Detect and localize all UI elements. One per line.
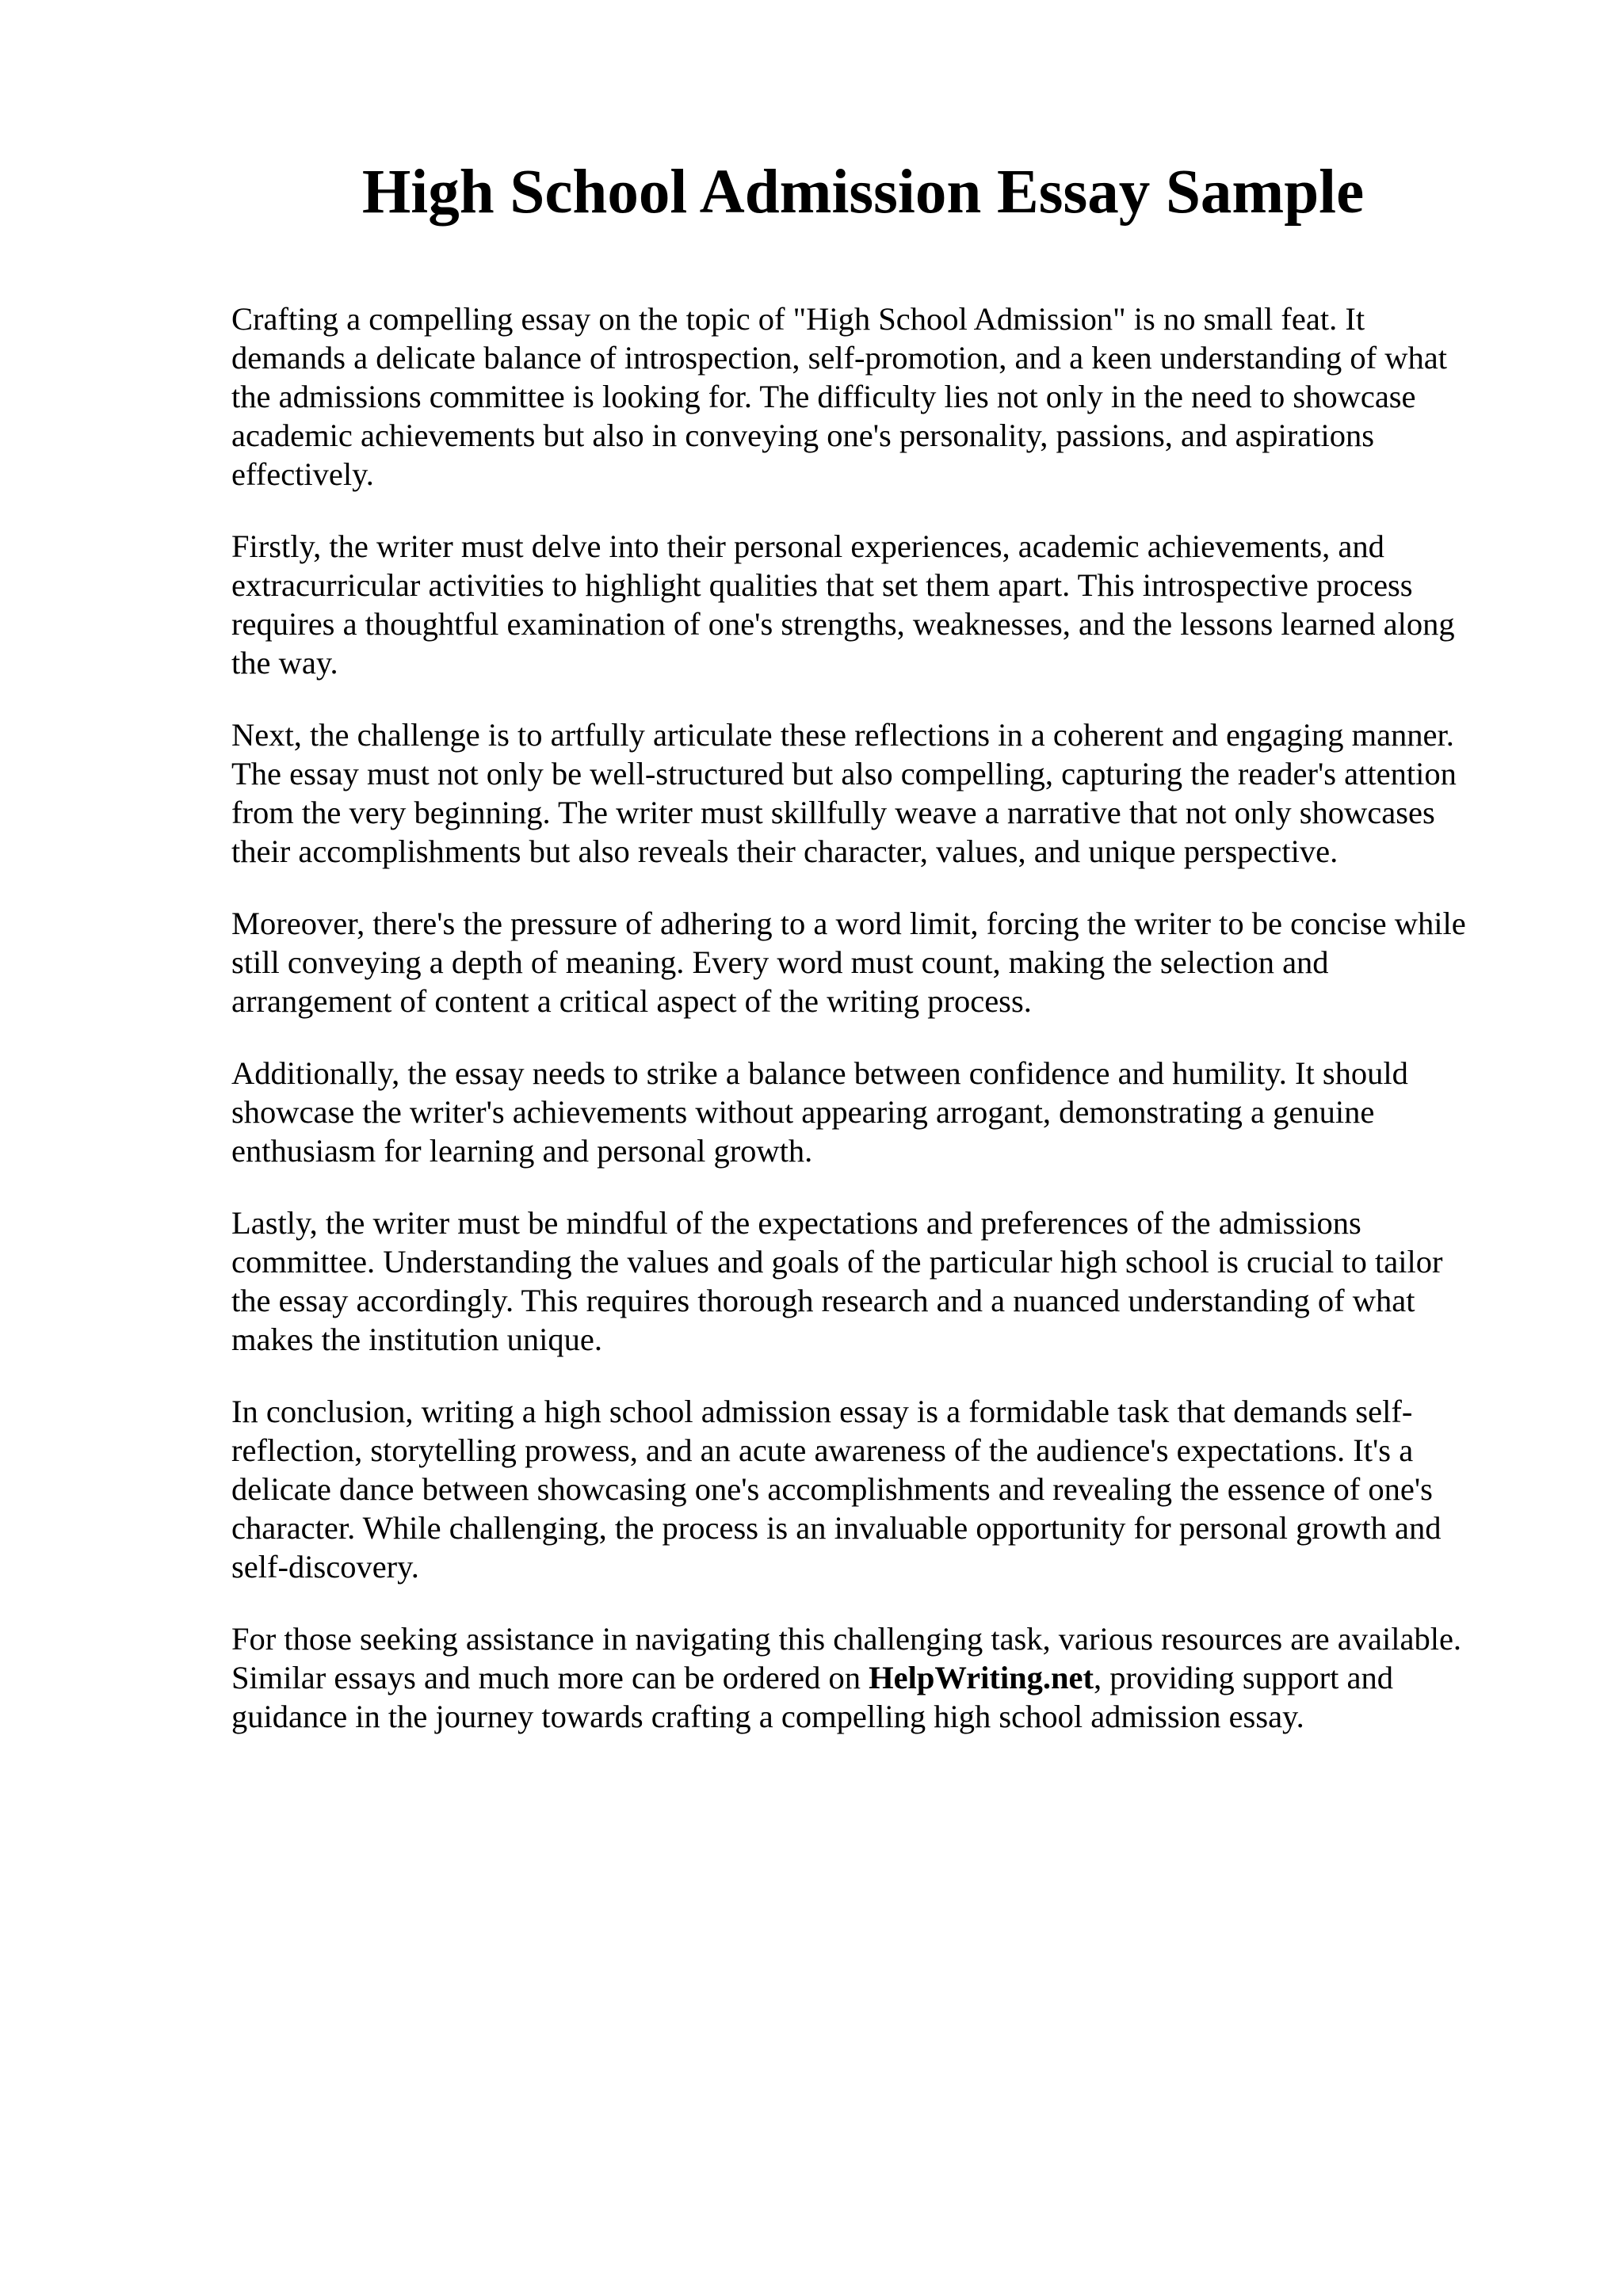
closing-text-after: , providing support and [1094, 1660, 1393, 1695]
text-line: Moreover, there's the pressure of adhering to a word limit, forcing the writer to be concise while [231, 906, 1466, 941]
helpwriting-link[interactable]: HelpWriting.net [869, 1660, 1094, 1695]
text-line: the way. [231, 645, 338, 681]
paragraph-firstly [231, 527, 1507, 682]
text-line: character. While challenging, the process is an invaluable opportunity for personal growth and [231, 1510, 1442, 1546]
paragraph-intro [231, 299, 1507, 494]
text-line: requires a thoughtful examination of one's strengths, weaknesses, and the lessons learned along [231, 606, 1455, 642]
text-line: Crafting a compelling essay on the topic of "High School Admission" is no small feat. It [231, 301, 1365, 337]
closing-text-before: Similar essays and much more can be ordered on [231, 1660, 869, 1695]
text-line: still conveying a depth of meaning. Every word must count, making the selection and [231, 944, 1329, 980]
text-line: effectively. [231, 456, 374, 492]
text-line: makes the institution unique. [231, 1322, 602, 1357]
text-line: guidance in the journey towards crafting a compelling high school admission essay. [231, 1699, 1304, 1734]
text-line: demands a delicate balance of introspection, self-promotion, and a keen understanding of what [231, 340, 1447, 376]
text-line: their accomplishments but also reveals their character, values, and unique perspective. [231, 833, 1338, 869]
text-line: In conclusion, writing a high school admission essay is a formidable task that demands self- [231, 1394, 1413, 1429]
text-line: reflection, storytelling prowess, and an acute awareness of the audience's expectations. It's a [231, 1432, 1414, 1468]
text-line: Next, the challenge is to artfully articulate these reflections in a coherent and engaging manner. [231, 717, 1454, 753]
paragraph-moreover [231, 904, 1507, 1020]
text-line: showcase the writer's achievements without appearing arrogant, demonstrating a genuine [231, 1094, 1375, 1130]
essay-body [231, 299, 1507, 1769]
paragraph-closing [231, 1619, 1507, 1736]
text-line: arrangement of content a critical aspect of the writing process. [231, 983, 1032, 1019]
text-line: For those seeking assistance in navigating this challenging task, various resources are available. [231, 1621, 1462, 1657]
text-line: The essay must not only be well-structured but also compelling, capturing the reader's attention [231, 756, 1457, 791]
text-line: Firstly, the writer must delve into their personal experiences, academic achievements, and [231, 528, 1384, 564]
paragraph-lastly [231, 1203, 1507, 1359]
text-line: Additionally, the essay needs to strike a balance between confidence and humility. It should [231, 1055, 1408, 1091]
text-line: the essay accordingly. This requires thorough research and a nuanced understanding of what [231, 1283, 1415, 1318]
paragraph-additionally [231, 1054, 1507, 1170]
text-line: Lastly, the writer must be mindful of the expectations and preferences of the admissions [231, 1205, 1361, 1241]
text-line: self-discovery. [231, 1549, 419, 1585]
paragraph-next [231, 715, 1507, 871]
text-line: delicate dance between showcasing one's accomplishments and revealing the essence of one's [231, 1471, 1433, 1507]
document-title: High School Admission Essay Sample [361, 158, 1365, 227]
text-line: academic achievements but also in conveying one's personality, passions, and aspirations [231, 418, 1375, 453]
text-line: from the very beginning. The writer must skillfully weave a narrative that not only showcases [231, 795, 1435, 830]
paragraph-conclusion [231, 1392, 1507, 1586]
text-line: the admissions committee is looking for. The difficulty lies not only in the need to showcase [231, 379, 1416, 414]
text-line: extracurricular activities to highlight qualities that set them apart. This introspective process [231, 567, 1413, 603]
text-line-with-link [231, 1658, 1507, 1697]
text-line: enthusiasm for learning and personal growth. [231, 1133, 813, 1169]
text-line: committee. Understanding the values and goals of the particular high school is crucial to tailor [231, 1244, 1443, 1280]
